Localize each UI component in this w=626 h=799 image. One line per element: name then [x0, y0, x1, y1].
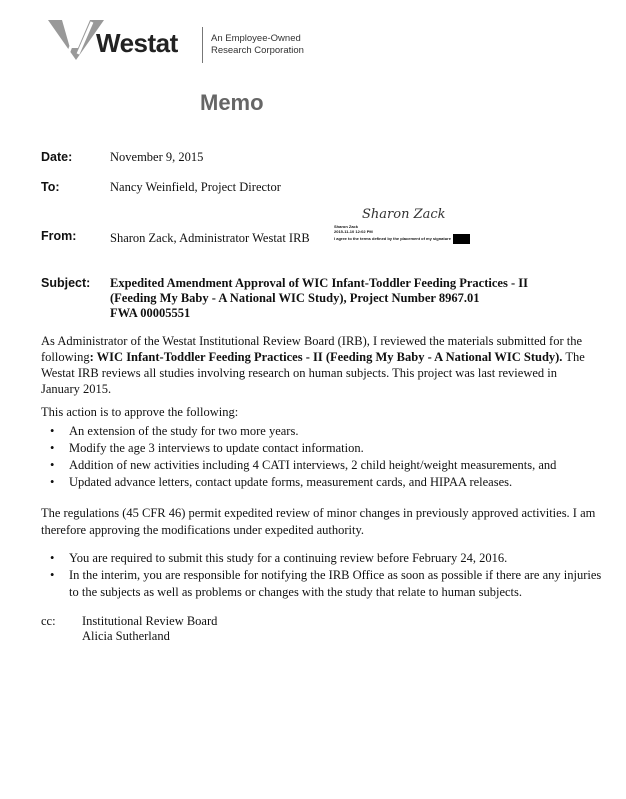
- body-paragraph-1: [41, 333, 596, 397]
- subject-label: Subject:: [41, 276, 91, 290]
- cc-list: [82, 614, 217, 644]
- signature-timestamp: 2015-11-10 12:02 PM: [334, 229, 373, 234]
- signature-name: Sharon Zack: [334, 224, 359, 229]
- tagline-line: Research Corporation: [211, 45, 304, 56]
- approval-list: [41, 423, 611, 491]
- study-name: : WIC Infant-Toddler Feeding Practices - II (Feeding My Baby - A National WIC Study).: [89, 350, 563, 364]
- signature-agreement-row: [334, 234, 470, 244]
- from-value: Sharon Zack, Administrator Westat IRB: [110, 231, 310, 245]
- tagline-line: An Employee-Owned: [211, 33, 301, 44]
- from-label: From:: [41, 229, 77, 243]
- redaction-box: [453, 234, 470, 244]
- body-paragraph-3: The regulations (45 CFR 46) permit expedited review of minor changes in previously approved activities. I am therefore approving the modifications under expedited authority.: [41, 506, 596, 537]
- cc-name: Institutional Review Board: [82, 614, 218, 628]
- cc-name: Alicia Sutherland: [82, 629, 170, 643]
- signature-agreement: I agree to the terms defined by the placement of my signature: [334, 236, 451, 242]
- list-item: • Modify the age 3 interviews to update contact information.: [41, 440, 611, 457]
- list-item: • In the interim, you are responsible for notifying the IRB Office as soon as possible if there are any injuries to the subjects as well as problems or changes with the study that relate to human subjects.: [41, 567, 611, 601]
- subject-value: [110, 276, 528, 321]
- to-label: To:: [41, 180, 60, 194]
- list-item: • Addition of new activities including 4 CATI interviews, 2 child height/weight measurements, and: [41, 457, 611, 474]
- handwritten-signature: Sharon Zack: [362, 207, 446, 222]
- logo-tagline: [211, 33, 304, 57]
- subject-line: Expedited Amendment Approval of WIC Infant-Toddler Feeding Practices - II: [110, 276, 528, 290]
- page-title: Memo: [200, 90, 264, 115]
- signature-block: [334, 224, 470, 244]
- para1-text: The Westat IRB reviews all studies involving research on human subjects. This project was last reviewed in January 2015.: [41, 350, 585, 396]
- cc-label: cc:: [41, 614, 56, 628]
- para1-text: As Administrator of the Westat Institutional Review Board (IRB), I reviewed the materials submitted for the following: [41, 334, 583, 364]
- subject-line: (Feeding My Baby - A National WIC Study), Project Number 8967.01: [110, 291, 480, 305]
- list-item: • Updated advance letters, contact update forms, measurement cards, and HIPAA releases.: [41, 474, 611, 491]
- to-value: Nancy Weinfield, Project Director: [110, 180, 281, 194]
- requirements-list: [41, 550, 611, 601]
- logo-divider: [202, 27, 203, 63]
- list-item: • You are required to submit this study for a continuing review before February 24, 2016.: [41, 550, 611, 567]
- date-label: Date:: [41, 150, 73, 164]
- date-value: November 9, 2015: [110, 150, 204, 164]
- body-paragraph-2: This action is to approve the following:: [41, 405, 239, 419]
- list-item: • An extension of the study for two more years.: [41, 423, 611, 440]
- subject-line: FWA 00005551: [110, 306, 191, 320]
- logo-wordmark: Westat: [96, 28, 178, 58]
